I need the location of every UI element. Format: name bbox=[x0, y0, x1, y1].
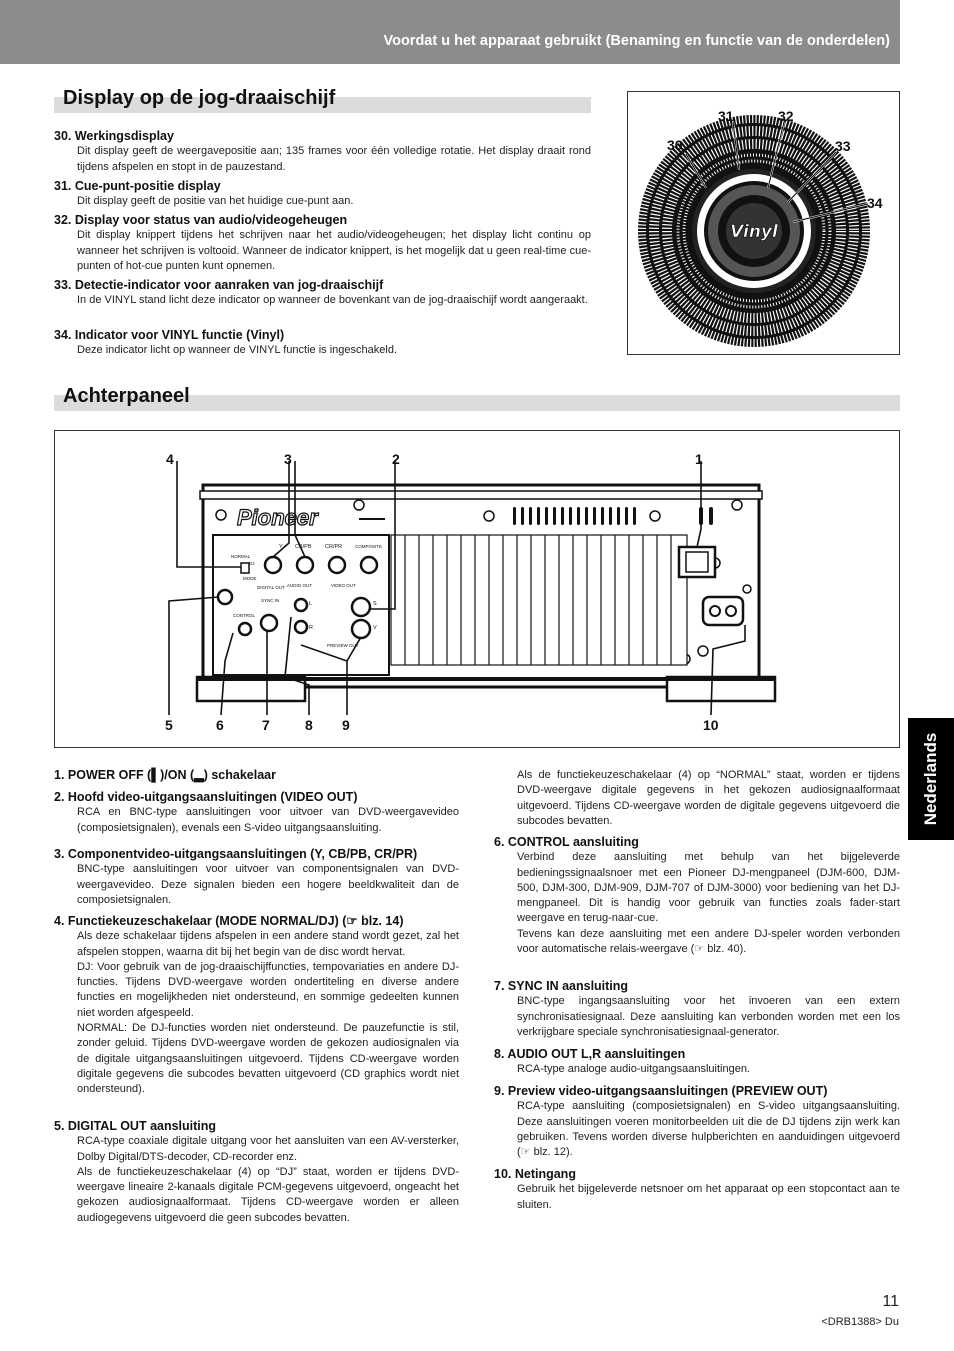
jog-dial-illustration bbox=[628, 92, 899, 354]
svg-text:S: S bbox=[373, 601, 377, 607]
callout-32: 32 bbox=[778, 108, 794, 124]
svg-text:DJ: DJ bbox=[249, 561, 255, 566]
rear-item-1: 1. POWER OFF (▌)/ON (▂) schakelaar bbox=[54, 768, 276, 782]
svg-text:V: V bbox=[373, 625, 377, 631]
brand-logo: Pioneer bbox=[237, 505, 318, 530]
svg-text:CONTROL: CONTROL bbox=[233, 613, 256, 618]
rear-callout-4: 4 bbox=[166, 451, 174, 467]
rear-callout-5: 5 bbox=[165, 717, 173, 733]
jog-item-33: 33. Detectie-indicator voor aanraken van jog-draaischijf In de VINYL stand licht deze indicator op wanneer de bovenkant van de jog-draaischijf wordt aangeraakt. bbox=[54, 278, 588, 307]
jog-dial-figure bbox=[627, 91, 900, 355]
svg-text:R: R bbox=[309, 625, 313, 631]
rear-callout-8: 8 bbox=[305, 717, 313, 733]
section-title-jog: Display op de jog-draaischijf bbox=[54, 97, 591, 113]
svg-text:Y: Y bbox=[279, 544, 283, 550]
svg-text:DIGITAL OUT: DIGITAL OUT bbox=[257, 585, 285, 590]
rear-item-8: 8. AUDIO OUT L,R aansluitingen RCA-type analoge audio-uitgangsaansluitingen. bbox=[494, 1047, 750, 1076]
jog-item-34: 34. Indicator voor VINYL functie (Vinyl) Deze indicator licht op wanneer de VINYL functie is ingeschakeld. bbox=[54, 328, 397, 357]
svg-text:L: L bbox=[309, 601, 313, 607]
jog-item-31: 31. Cue-punt-positie display Dit display geeft de positie van het huidige cue-punt aan. bbox=[54, 179, 354, 208]
callout-31: 31 bbox=[718, 108, 734, 124]
document-code: <DRB1388> Du bbox=[821, 1316, 899, 1328]
svg-text:CB/PB: CB/PB bbox=[295, 544, 312, 550]
header-title: Voordat u het apparaat gebruikt (Benaming en functie van de onderdelen) bbox=[383, 33, 890, 49]
rear-item-7: 7. SYNC IN aansluiting BNC-type ingangsaansluiting voor het invoeren van een extern synchronisatiesignaal. Deze aansluiting kan verbonden worden met een los verkrijgbare speciale synchronisatiesignaal-generator. bbox=[494, 979, 900, 1038]
callout-34: 34 bbox=[867, 195, 883, 211]
rear-callout-10: 10 bbox=[703, 717, 719, 733]
svg-text:CR/PR: CR/PR bbox=[325, 544, 343, 550]
rear-panel-illustration bbox=[55, 431, 899, 747]
svg-text:SYNC IN: SYNC IN bbox=[261, 598, 280, 603]
jog-item-32: 32. Display voor status van audio/videogeheugen Dit display knippert tijdens het schrijven naar het audio/videogeheugen; het display licht continu op wanneer het schrijven is voltooid. Wanneer de indicator knippert, is het mogelijk dat u geen real-time cue-punten of hot-cue punten kunt opnemen. bbox=[54, 213, 591, 272]
svg-text:MODE: MODE bbox=[243, 576, 257, 581]
header-bar bbox=[0, 0, 900, 64]
rear-item-9: 9. Preview video-uitgangsaansluitingen (PREVIEW OUT) RCA-type aansluiting (composietsignalen) en S-video uitgangsaansluiting. Deze aansluitingen voeren monitorbeelden uit die de DJ tijdens zijn werk kan gebruiken. Tevens worden diverse hulpberichten en aanduidingen uitgevoerd (☞ blz. 12). bbox=[494, 1084, 900, 1159]
rear-item-3: 3. Componentvideo-uitgangsaansluitingen (Y, CB/PB, CR/PR) BNC-type aansluitingen voor uitvoer van componentsignalen van DVD-weergavevideo. Deze signalen bieden een hogere beeldkwaliteit dan de composietsignalen. bbox=[54, 847, 459, 906]
rear-callout-1: 1 bbox=[695, 451, 703, 467]
page-number: 11 bbox=[882, 1293, 899, 1310]
rear-callout-3: 3 bbox=[284, 451, 292, 467]
jog-item-30: 30. Werkingsdisplay Dit display geeft de weergavepositie aan; 135 frames voor één volledige rotatie. Het display draait rond tijdens afspelen en stopt in de pauzestand. bbox=[54, 129, 591, 173]
svg-text:NORMAL: NORMAL bbox=[231, 554, 251, 559]
rear-item-6: 6. CONTROL aansluiting Verbind deze aansluiting met behulp van het bijgeleverde bedieningssignaalsnoer met een Pioneer DJ-mengpaneel (DJM-600, DJM-500, DJM-300, DJM-909, DJM-707 of DJM-3000) voor bediening van het DJ-mengpaneel. Dit is handig voor gebruik van functies zoals fader-start weergave en terug-naar-cue. Tevens kan deze aansluiting met een andere DJ-speler worden verbonden voor automatische relais-weergave (☞ blz. 40). bbox=[494, 835, 900, 956]
rear-callout-2: 2 bbox=[392, 451, 400, 467]
rear-item-5-cont: Als de functiekeuzeschakelaar (4) op “NORMAL” staat, worden er tijdens DVD-weergave digitale gegevens in het gekozen audiosignaalformaat uitgevoerd. Tijdens CD-weergave worden de digitale gegevens uitgevoerd die subcodes bevatten. bbox=[517, 769, 900, 827]
callout-33: 33 bbox=[835, 138, 851, 154]
language-tab: Nederlands bbox=[908, 718, 954, 840]
rear-panel-figure bbox=[54, 430, 900, 748]
callout-30: 30 bbox=[667, 137, 683, 153]
rear-item-2: 2. Hoofd video-uitgangsaansluitingen (VIDEO OUT) RCA en BNC-type aansluitingen voor uitvoer van DVD-weergavevideo (composietsignalen), evenals een S-video uitgangsaansluiting. bbox=[54, 790, 459, 834]
rear-callout-6: 6 bbox=[216, 717, 224, 733]
svg-text:PREVIEW OUT: PREVIEW OUT bbox=[327, 643, 359, 648]
rear-callout-9: 9 bbox=[342, 717, 350, 733]
rear-callout-7: 7 bbox=[262, 717, 270, 733]
section-title-rear: Achterpaneel bbox=[54, 395, 900, 411]
svg-text:VIDEO OUT: VIDEO OUT bbox=[331, 583, 356, 588]
rear-item-10: 10. Netingang Gebruik het bijgeleverde netsnoer om het apparaat op een stopcontact aan te sluiten. bbox=[494, 1167, 900, 1211]
vinyl-logo: Vinyl bbox=[730, 222, 778, 242]
rear-item-4: 4. Functiekeuzeschakelaar (MODE NORMAL/DJ) (☞ blz. 14) Als deze schakelaar tijdens afspelen in een andere stand wordt gezet, zal het afspelen stoppen, waarna dit bij het begin van de disc wordt hervat. DJ: Voor gebruik van de jog-draaischijffuncties, tempovariaties en andere DJ-functies. Tijdens DVD-weergave worden ondertiteling en diverse andere functies en mogelijkheden niet ondersteund, en sommige gedeelten kunnen niet worden afgespeeld. NORMAL: De DJ-functies worden niet ondersteund. De pauzefunctie is stil, zonder geluid. Tijdens DVD-weergave worden de gekozen audiosignalen via de digitale uitgangsaansluitingen uitgevoerd. Tijdens CD-weergave worden digitale gegevens die subcodes bevatten uitgevoerd (CD graphics wordt niet ondersteund). bbox=[54, 914, 459, 1096]
svg-text:COMPOSITE: COMPOSITE bbox=[355, 544, 383, 549]
svg-text:AUDIO OUT: AUDIO OUT bbox=[287, 583, 313, 588]
rear-item-5: 5. DIGITAL OUT aansluiting RCA-type coaxiale digitale uitgang voor het aansluiten van een AV-versterker, Dolby Digital/DTS-decoder, CD-recorder enz. Als de functiekeuzeschakelaar (4) op “DJ” staat, worden er tijdens DVD-weergave lineaire 2-kanaals digitale PCM-gegevens uitgevoerd, ongeacht het gekozen audiosignaalformaat. Tijdens CD-weergave worden er alleen audiogegevens uitgevoerd die geen subcodes bevatten. bbox=[54, 1119, 459, 1224]
